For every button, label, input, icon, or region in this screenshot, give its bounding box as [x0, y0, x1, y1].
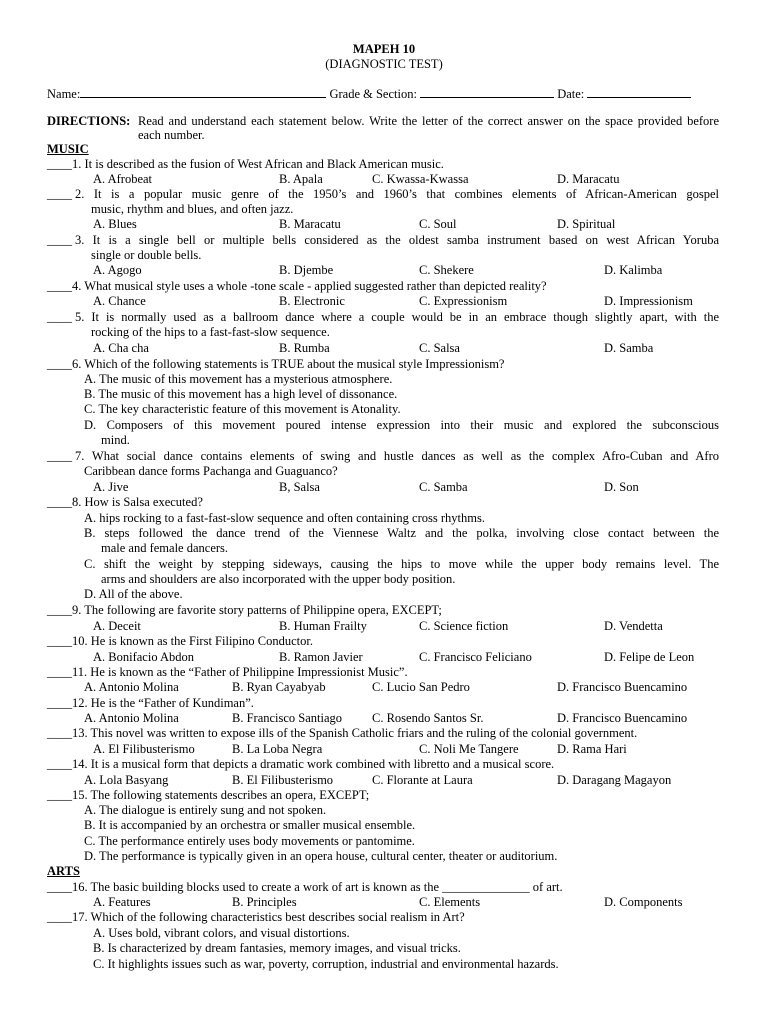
choice-b: B. Human Frailty [279, 619, 367, 633]
choice-c: C. Shekere [419, 263, 474, 277]
choice-b: B. Apala [279, 172, 323, 186]
question-5-stem-1: 5. It is normally used as a ballroom dance where a couple would be in an embrace though slightly apart, with the [75, 310, 719, 324]
choice-a: A. Jive [93, 480, 129, 494]
choice-d: D. Felipe de Leon [604, 650, 695, 664]
choice-c-continued: arms and shoulders are also incorporated with the upper body position. [101, 572, 456, 586]
choice-d: D. Son [604, 480, 639, 494]
choice-d: D. The performance is typically given in an opera house, cultural center, theater or auditorium. [84, 849, 558, 863]
question-13 [47, 726, 637, 741]
question-2-blank[interactable]: ____ [47, 187, 72, 201]
choice-d: D. Components [604, 895, 683, 909]
answer-blank[interactable]: ____ [47, 495, 72, 509]
answer-blank[interactable]: ____ [47, 279, 72, 293]
choice-a: A. Features [93, 895, 151, 909]
question-3-stem-1: 3. It is a single bell or multiple bells considered as the oldest samba instrument based on west African Yoruba [75, 233, 719, 247]
question-stem: 13. This novel was written to expose ills of the Spanish Catholic friars and the ruling of the colonial government. [72, 726, 638, 740]
choice-c: C. Florante at Laura [372, 773, 473, 787]
choice-b: B. Francisco Santiago [232, 711, 343, 725]
choice-b: B. Ryan Cayabyab [232, 680, 326, 694]
choice-a: A. The dialogue is entirely sung and not spoken. [84, 803, 327, 817]
choice-a: A. El Filibusterismo [93, 742, 195, 756]
question-stem: 12. He is the “Father of Kundiman”. [72, 696, 254, 710]
choice-d: D. Francisco Buencamino [557, 711, 688, 725]
choice-d: D. Francisco Buencamino [557, 680, 688, 694]
choice-d: D. Spiritual [557, 217, 616, 231]
name-field-row [47, 86, 691, 102]
answer-blank[interactable]: ____ [47, 665, 72, 679]
choice-d: D. All of the above. [84, 587, 183, 601]
question-9 [47, 603, 442, 618]
choice-c: C. shift the weight by stepping sideways, causing the hips to move while the upper body remains level. The [84, 557, 719, 571]
answer-blank[interactable]: ____ [47, 910, 72, 924]
choice-d: D. Rama Hari [557, 742, 627, 756]
question-3-blank[interactable]: ____ [47, 233, 72, 247]
choice-a: A. Agogo [93, 263, 142, 277]
answer-blank[interactable]: ____ [47, 357, 72, 371]
choice-b: B. steps followed the dance trend of the Viennese Waltz and the polka, involving close contact between the [84, 526, 719, 540]
choice-c: C. Soul [419, 217, 457, 231]
choice-c: C. The performance entirely uses body movements or pantomime. [84, 834, 415, 848]
question-7-stem-1: 7. What social dance contains elements of swing and hustle dances as well as the complex Afro-Cuban and Afro [75, 449, 719, 463]
grade-section-field[interactable] [420, 86, 554, 98]
choice-c: C. Samba [419, 480, 468, 494]
question-stem: 6. Which of the following statements is TRUE about the musical style Impressionism? [72, 357, 505, 371]
answer-blank[interactable]: ____ [47, 757, 72, 771]
question-3-stem-2: single or double bells. [91, 248, 202, 262]
date-field[interactable] [587, 86, 691, 98]
choice-a: A. Bonifacio Abdon [93, 650, 195, 664]
choice-b: B. Ramon Javier [279, 650, 363, 664]
choice-c: C. Salsa [419, 341, 460, 355]
answer-blank[interactable]: ____ [47, 634, 72, 648]
question-8 [47, 495, 203, 510]
choice-d: D. Composers of this movement poured intense expression into their music and explored the subconscious [84, 418, 719, 432]
question-2-stem-1: 2. It is a popular music genre of the 1950’s and 1960’s that combines elements of African-American gospel [75, 187, 719, 201]
question-4 [47, 279, 547, 294]
choice-a: A. Cha cha [93, 341, 149, 355]
choice-b: B, Salsa [279, 480, 320, 494]
question-11 [47, 665, 408, 680]
choice-a: A. Afrobeat [93, 172, 153, 186]
question-stem: 10. He is known as the First Filipino Conductor. [72, 634, 313, 648]
choice-d: D. Samba [604, 341, 654, 355]
question-stem: 11. He is known as the “Father of Philippine Impressionist Music”. [72, 665, 408, 679]
answer-blank[interactable]: ____ [47, 788, 72, 802]
choice-d: D. Impressionism [604, 294, 693, 308]
choice-a: A. Antonio Molina [84, 680, 179, 694]
choice-d-continued: mind. [101, 433, 130, 447]
grade-section-label: Grade & Section: [329, 87, 417, 101]
page-title: MAPEH 10 [352, 42, 416, 56]
choice-b: B. Principles [232, 895, 297, 909]
choice-d: D. Daragang Magayon [557, 773, 672, 787]
question-stem: 9. The following are favorite story patterns of Philippine opera, EXCEPT; [72, 603, 442, 617]
name-field[interactable] [80, 86, 326, 98]
question-7-stem-2: Caribbean dance forms Pachanga and Guaguanco? [84, 464, 338, 478]
question-stem: 17. Which of the following characteristics best describes social realism in Art? [72, 910, 465, 924]
section-heading-arts: ARTS [47, 864, 80, 878]
choice-c: C. Francisco Feliciano [419, 650, 532, 664]
choice-c: C. Expressionism [419, 294, 508, 308]
question-stem: 15. The following statements describes an opera, EXCEPT; [72, 788, 370, 802]
choice-b: B. El Filibusterismo [232, 773, 334, 787]
choice-b: B. It is accompanied by an orchestra or smaller musical ensemble. [84, 818, 416, 832]
choice-c: C. It highlights issues such as war, poverty, corruption, industrial and environmental hazards. [93, 957, 559, 971]
choice-d: D. Kalimba [604, 263, 663, 277]
question-15 [47, 788, 369, 803]
page-subtitle: (DIAGNOSTIC TEST) [325, 57, 443, 71]
choice-c: C. Lucio San Pedro [372, 680, 470, 694]
question-stem: 1. It is described as the fusion of West African and Black American music. [72, 157, 444, 171]
choice-b: B. Is characterized by dream fantasies, memory images, and visual tricks. [93, 941, 461, 955]
choice-a: A. Chance [93, 294, 146, 308]
question-7-blank[interactable]: ____ [47, 449, 72, 463]
question-stem: 14. It is a musical form that depicts a dramatic work combined with libretto and a musical score. [72, 757, 555, 771]
choice-b: B. Rumba [279, 341, 330, 355]
directions-label: DIRECTIONS: [47, 114, 131, 128]
answer-blank[interactable]: ____ [47, 726, 72, 740]
choice-c: C. Noli Me Tangere [419, 742, 519, 756]
question-1 [47, 157, 444, 172]
choice-c: C. Kwassa-Kwassa [372, 172, 469, 186]
question-stem: 8. How is Salsa executed? [72, 495, 203, 509]
choice-b: B. Djembe [279, 263, 334, 277]
directions-text-1: Read and understand each statement below. Write the letter of the correct answer on the space provided before [138, 114, 719, 128]
question-12 [47, 696, 254, 711]
choice-a: A. Blues [93, 217, 137, 231]
choice-b: B. Electronic [279, 294, 345, 308]
choice-a: A. Antonio Molina [84, 711, 179, 725]
choice-c: C. The key characteristic feature of this movement is Atonality. [84, 402, 401, 416]
question-6 [47, 357, 504, 372]
question-stem: 4. What musical style uses a whole -tone scale - applied suggested rather than depicted reality? [72, 279, 547, 293]
question-10 [47, 634, 313, 649]
question-16 [47, 880, 563, 895]
question-17 [47, 910, 465, 925]
question-stem: 16. The basic building blocks used to create a work of art is known as the ______________ of art. [72, 880, 563, 894]
question-2-stem-2: music, rhythm and blues, and often jazz. [91, 202, 294, 216]
answer-blank[interactable]: ____ [47, 157, 72, 171]
answer-blank[interactable]: ____ [47, 880, 72, 894]
choice-b: B. La Loba Negra [232, 742, 323, 756]
question-5-stem-2: rocking of the hips to a fast-fast-slow sequence. [91, 325, 330, 339]
choice-a: A. Deceit [93, 619, 141, 633]
section-heading-music: MUSIC [47, 142, 89, 156]
choice-c: C. Science fiction [419, 619, 509, 633]
answer-blank[interactable]: ____ [47, 696, 72, 710]
choice-b: B. The music of this movement has a high level of dissonance. [84, 387, 398, 401]
choice-d: D. Vendetta [604, 619, 663, 633]
choice-a: A. hips rocking to a fast-fast-slow sequence and often containing cross rhythms. [84, 511, 485, 525]
name-label: Name: [47, 87, 81, 101]
choice-b: B. Maracatu [279, 217, 341, 231]
date-label: Date: [557, 87, 585, 101]
choice-a: A. Uses bold, vibrant colors, and visual distortions. [93, 926, 350, 940]
question-14 [47, 757, 554, 772]
choice-b-continued: male and female dancers. [101, 541, 229, 555]
choice-a: A. Lola Basyang [84, 773, 169, 787]
choice-c: C. Elements [419, 895, 481, 909]
answer-blank[interactable]: ____ [47, 603, 72, 617]
choice-a: A. The music of this movement has a mysterious atmosphere. [84, 372, 393, 386]
choice-d: D. Maracatu [557, 172, 620, 186]
directions-text-2: each number. [138, 128, 205, 142]
choice-c: C. Rosendo Santos Sr. [372, 711, 484, 725]
question-5-blank[interactable]: ____ [47, 310, 72, 324]
